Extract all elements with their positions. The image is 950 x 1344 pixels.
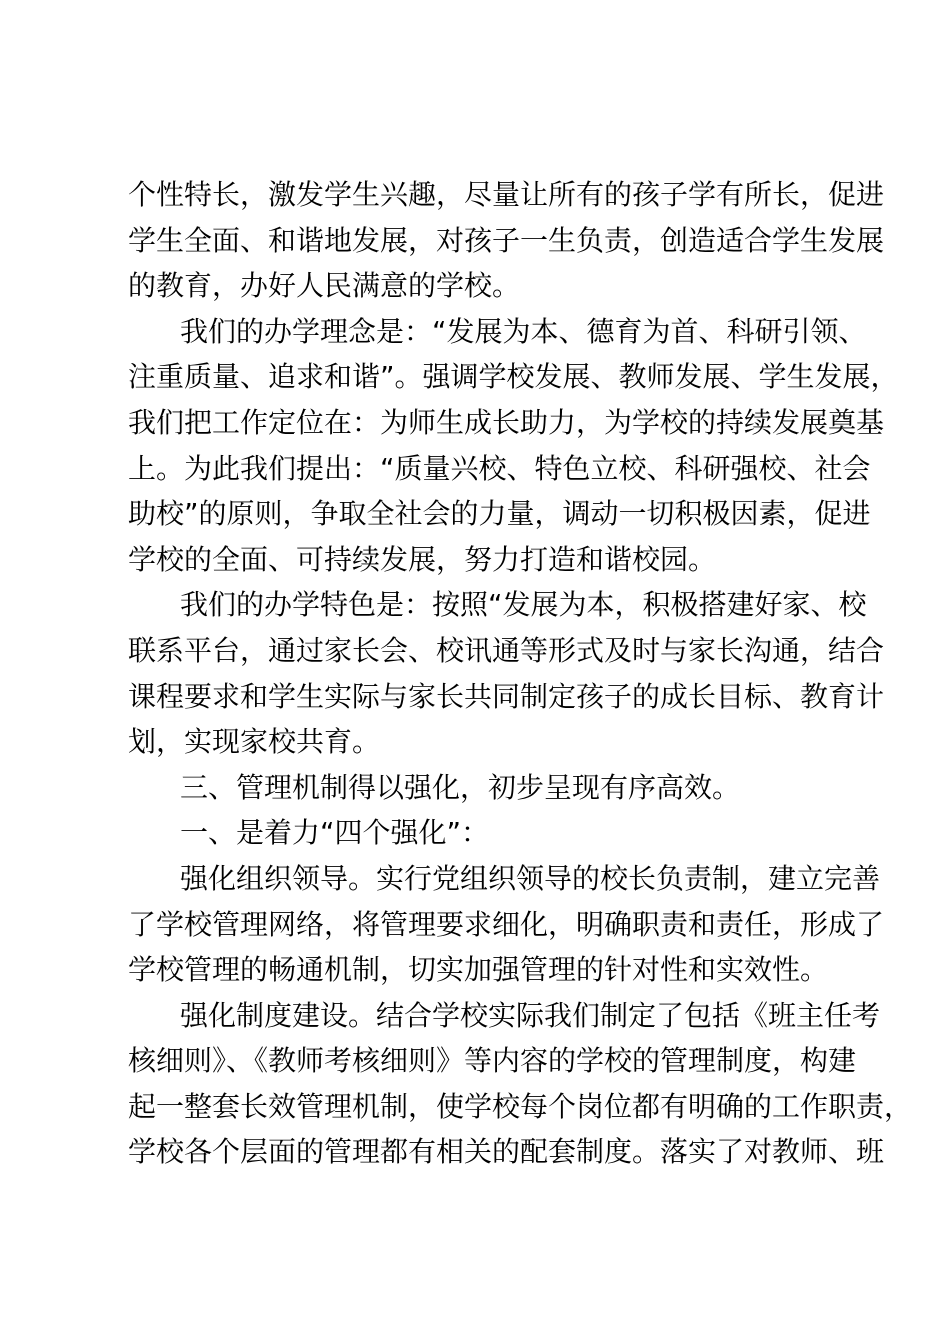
text-line: 学校各个层面的管理都有相关的配套制度。落实了对教师、班: [128, 1135, 885, 1169]
text-line: 助校”的原则，争取全社会的力量，调动一切积极因素，促进: [128, 497, 871, 531]
text-line: 我们把工作定位在：为师生成长助力，为学校的持续发展奠基: [128, 405, 885, 439]
text-line: 强化制度建设。结合学校实际我们制定了包括《班主任考: [180, 998, 881, 1032]
text-line: 上。为此我们提出：“质量兴校、特色立校、科研强校、社会: [128, 451, 871, 485]
text-line: 课程要求和学生实际与家长共同制定孩子的成长目标、教育计: [128, 679, 885, 713]
text-line: 注重质量、追求和谐”。强调学校发展、教师发展、学生发展，: [128, 360, 899, 394]
text-line: 起一整套长效管理机制，使学校每个岗位都有明确的工作职责，: [128, 1089, 913, 1123]
text-line: 了学校管理网络，将管理要求细化，明确职责和责任，形成了: [128, 907, 885, 941]
text-line: 强化组织领导。实行党组织领导的校长负责制，建立完善: [180, 861, 881, 895]
text-line: 我们的办学特色是：按照“发展为本，积极搭建好家、校: [180, 588, 867, 622]
text-line: 学校管理的畅通机制，切实加强管理的针对性和实效性。: [128, 953, 829, 987]
text-line: 学校的全面、可持续发展，努力打造和谐校园。: [128, 542, 717, 576]
text-line: 一、是着力“四个强化”：: [180, 816, 490, 850]
text-line: 的教育，办好人民满意的学校。: [128, 269, 521, 303]
text-line: 三、管理机制得以强化，初步呈现有序高效。: [180, 770, 741, 804]
text-line: 个性特长，激发学生兴趣，尽量让所有的孩子学有所长，促进: [128, 178, 885, 211]
text-line: 学生全面、和谐地发展，对孩子一生负责，创造适合学生发展: [128, 223, 885, 257]
text-line: 我们的办学理念是：“发展为本、德育为首、科研引领、: [180, 314, 867, 348]
text-line: 核细则》、《教师考核细则》等内容的学校的管理制度，构建: [128, 1044, 857, 1078]
text-line: 划，实现家校共育。: [128, 725, 381, 759]
text-line: 联系平台，通过家长会、校讯通等形式及时与家长沟通，结合: [128, 633, 885, 667]
document-body: [128, 172, 913, 1175]
